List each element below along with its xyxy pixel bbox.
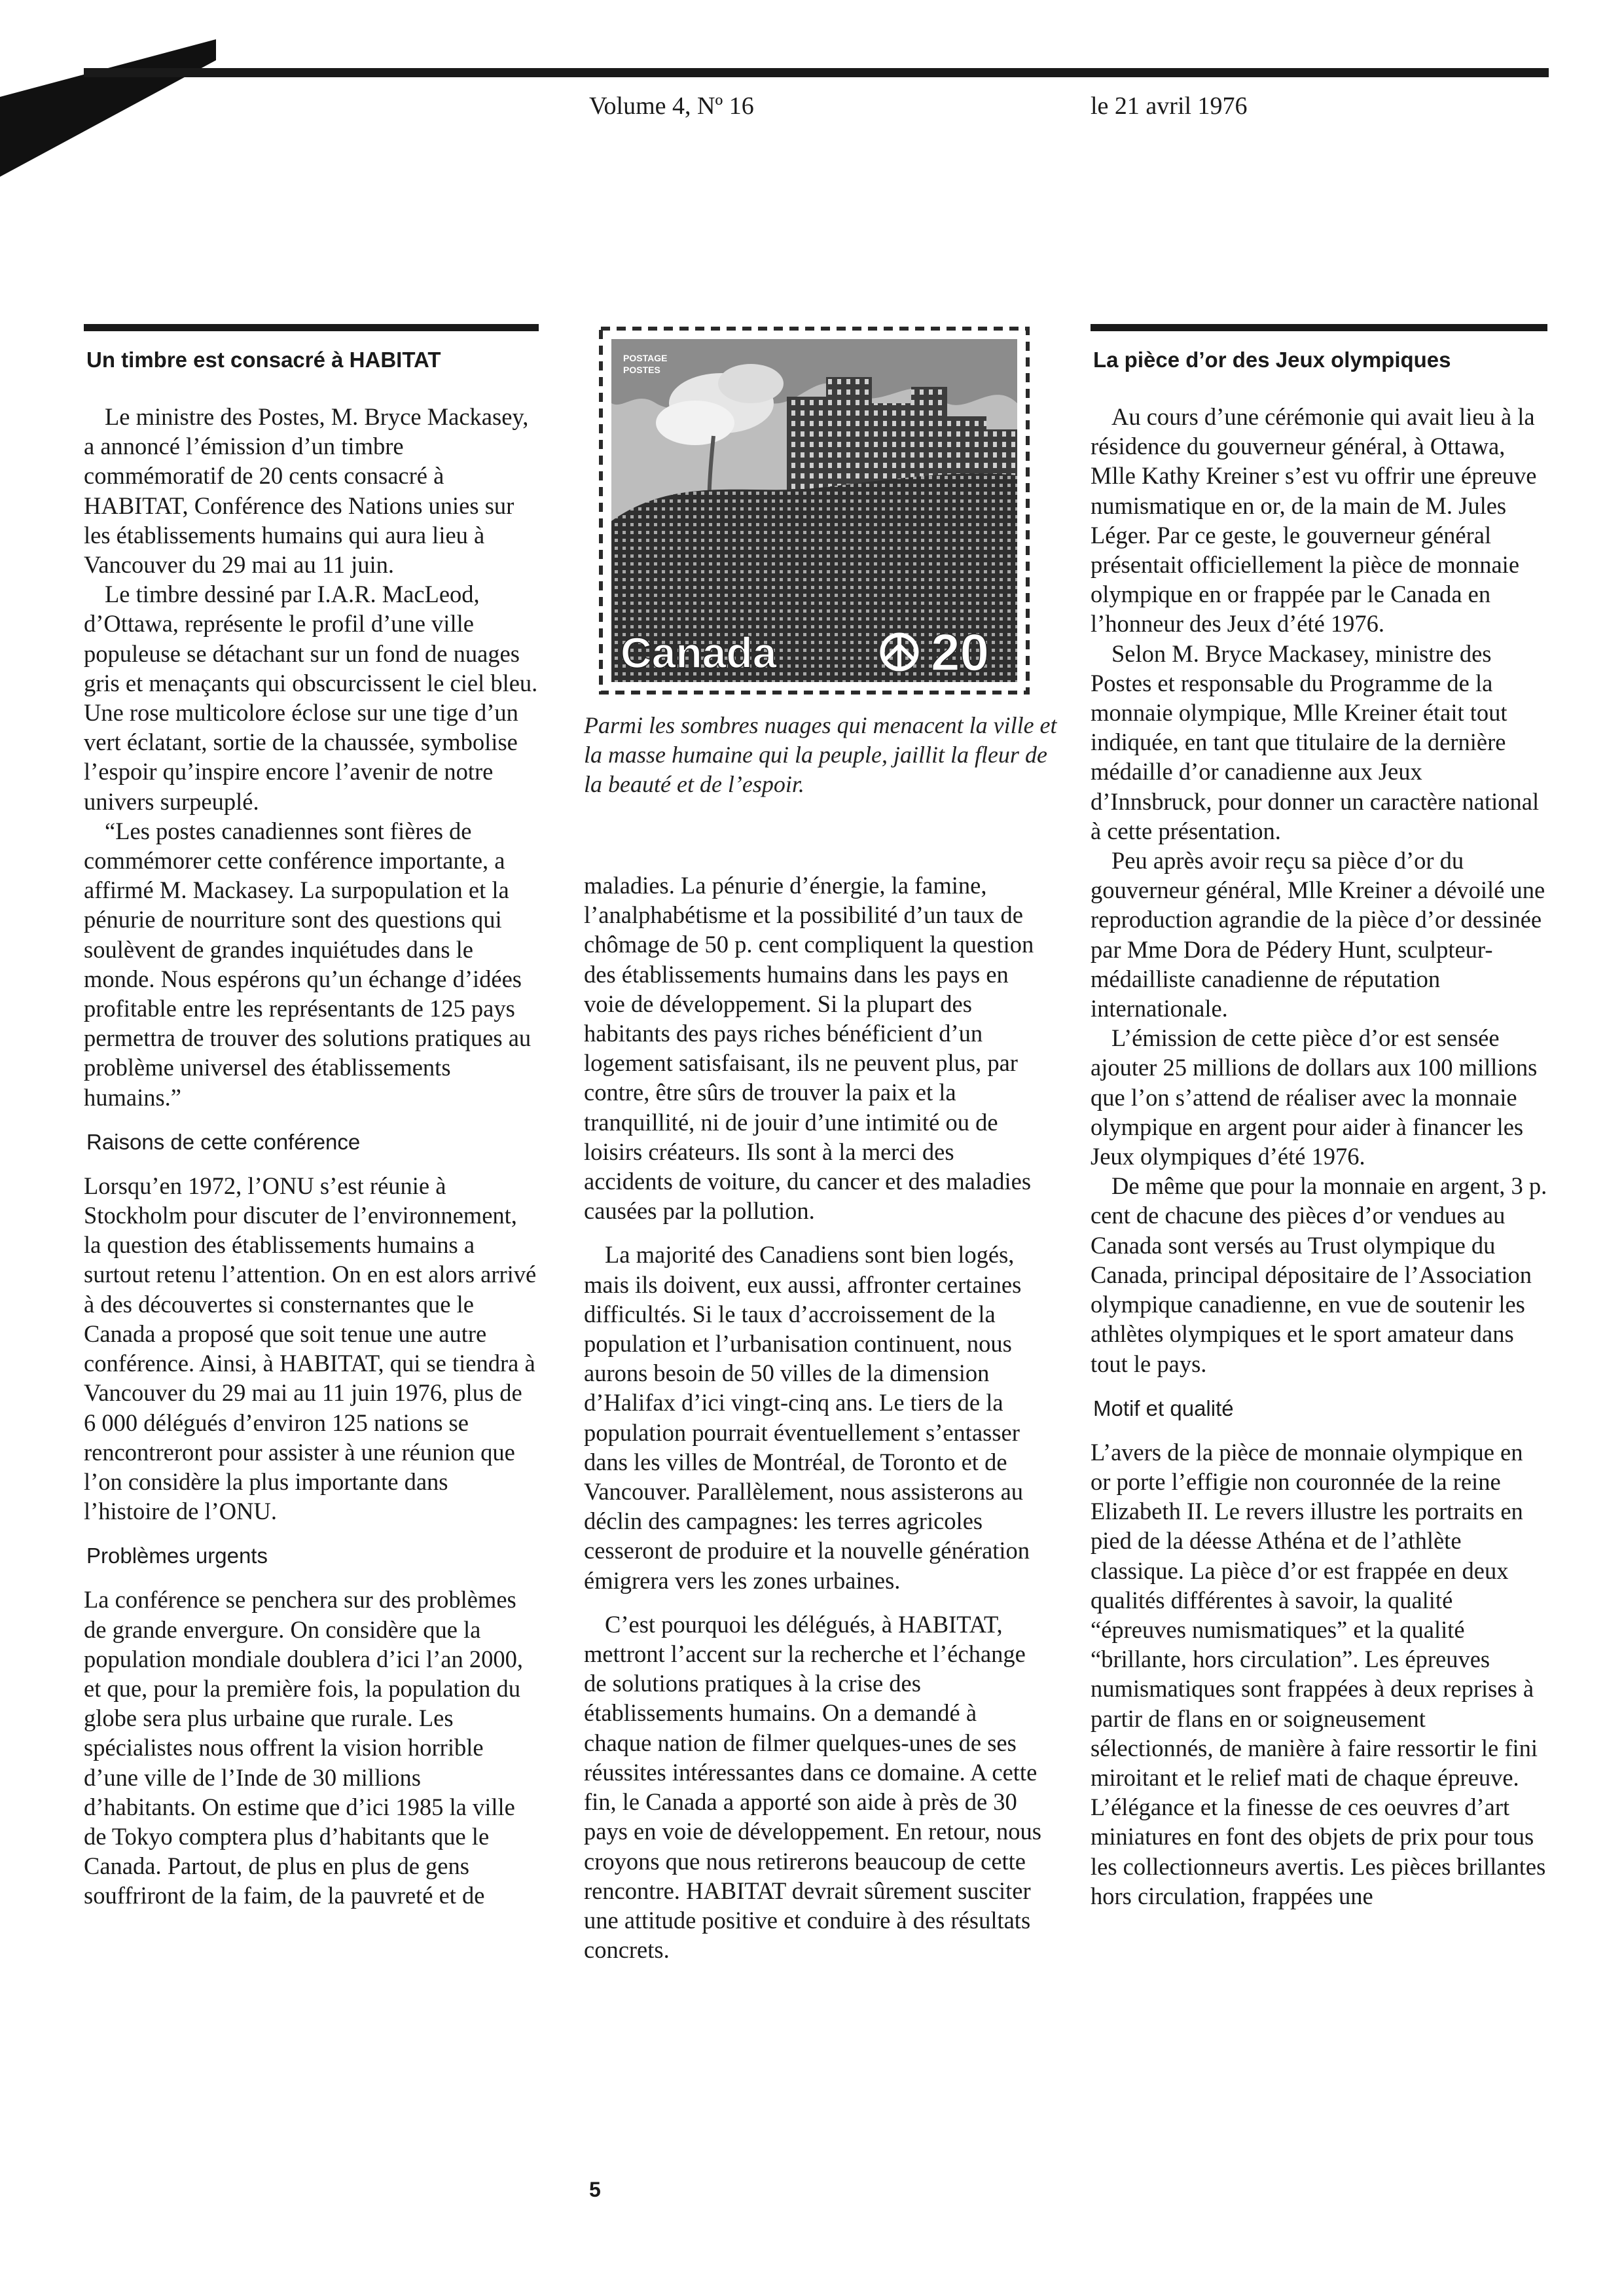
- subheading-problemes: Problèmes urgents: [86, 1543, 268, 1568]
- issue-date: le 21 avril 1976: [1091, 92, 1248, 120]
- paragraph: maladies. La pénurie d’énergie, la famine, l’analphabétisme et la possibilité d’un taux de chômage de 50 p. cent compliquent la question des établissements humains dans les pays en voie de développement. Si la plupart des habitants des pays riches bénéficient d’un logement satisfaisant, ils ne peuvent plus, par contre, être sûrs de trouver la paix et la tranquillité, ni de jouir d’une intimité ou de loisirs créateurs. Ils sont à la merci des accidents de voiture, du cancer et des maladies causées par la pollution.: [584, 872, 1034, 1225]
- column-rule: [84, 324, 539, 331]
- volume-number: Volume 4, Nº 16: [589, 92, 754, 120]
- paragraph: Le timbre dessiné par I.A.R. MacLeod, d’Ottawa, représente le profil d’une ville populeuse se détachant sur un fond de nuages gris et menaçants qui obscurcissent le ciel bleu. Une rose multicolore éclose sur une tige d’un vert éclatant, sortie de la chaussée, symbolise l’espoir qu’inspire encore l’avenir de notre univers surpeuplé.: [84, 581, 538, 815]
- stamp-caption: Parmi les sombres nuages qui menacent la ville et la masse humaine qui la peuple, jaillit la fleur de la beauté et de l’espoir.: [584, 712, 1057, 797]
- habitat-stamp-image: [597, 325, 1032, 696]
- paragraph: De même que pour la monnaie en argent, 3 p. cent de chacune des pièces d’or vendues au Canada sont versés au Trust olympique du Canada, principal dépositaire de l’Association olympique canadienne, en vue de soutenir les athlètes olympiques et le sport amateur dans tout le pays.: [1091, 1172, 1547, 1377]
- column-rule: [1091, 324, 1547, 331]
- article-heading-coin: La pièce d’or des Jeux olympiques: [1093, 348, 1451, 372]
- left-column: [84, 324, 539, 1911]
- paragraph: La majorité des Canadiens sont bien logés, mais ils doivent, eux aussi, affronter certaines difficultés. Si le taux d’accroissement de la population et l’urbanisation continuent, nous aurons besoin de 50 villes de la dimension d’Halifax d’ici vingt-cinq ans. Le tiers de la population pourrait éventuellement s’entasser dans les villes de Montréal, de Toronto et de Vancouver. Parallèlement, nous assisterons au déclin des campagnes: les terres agricoles cesseront de produire et la nouvelle génération émigrera vers les zones urbaines.: [584, 1241, 1030, 1594]
- paragraph: Le ministre des Postes, M. Bryce Mackasey, a annoncé l’émission d’un timbre commémoratif de 20 cents consacré à HABITAT, Conférence des Nations unies sur les établissements humains qui aura lieu à Vancouver du 29 mai au 11 juin.: [84, 403, 529, 579]
- header-rule: [84, 68, 1549, 77]
- subheading-raisons: Raisons de cette conférence: [86, 1129, 361, 1154]
- page-number: 5: [589, 2178, 601, 2201]
- paragraph: C’est pourquoi les délégués, à HABITAT, mettront l’accent sur la recherche et l’échange de solutions pratiques à la crise des établissements humains. On a demandé à chaque nation de filmer quelques-unes de ses réussites intéressantes dans ce domaine. A cette fin, le Canada a apporté son aide à près de 30 pays en voie de développement. En retour, nous croyons que nous retirerons beaucoup de cette rencontre. HABITAT devrait sûrement susciter une attitude positive et conduire à des résultats concrets.: [584, 1610, 1041, 1964]
- corner-fold-mark: [0, 0, 216, 177]
- paragraph: Selon M. Bryce Mackasey, ministre des Postes et responsable du Programme de la monnaie olympique, Mlle Kreiner était tout indiquée, en tant que titulaire de la dernière médaille d’or canadienne aux Jeux d’Innsbruck, pour donner un caractère national à cette présentation.: [1091, 640, 1540, 844]
- subheading-motif: Motif et qualité: [1093, 1396, 1234, 1420]
- paragraph: Peu après avoir reçu sa pièce d’or du gouverneur général, Mlle Kreiner a dévoilé une reproduction agrandie de la pièce d’or dessinée par Mme Dora de Pédery Hunt, sculpteur-médailliste canadienne de réputation internationale.: [1091, 847, 1545, 1022]
- article-heading-stamp: Un timbre est consacré à HABITAT: [86, 348, 441, 372]
- middle-column: [584, 871, 1042, 1964]
- paragraph: Lorsqu’en 1972, l’ONU s’est réunie à Stockholm pour discuter de l’environnement, la question des établissements humains a surtout retenu l’attention. On en est alors arrivé à des découvertes si consternantes que le Canada a proposé que soit tenue une autre conférence. Ainsi, à HABITAT, qui se tiendra à Vancouver du 29 mai au 11 juin 1976, plus de 6 000 délégués d’environ 125 nations se rencontreront pour assister à une réunion que l’on considère la plus importante dans l’histoire de l’ONU.: [84, 1172, 537, 1525]
- paragraph: L’avers de la pièce de monnaie olympique en or porte l’effigie non couronnée de la reine Elizabeth II. Le revers illustre les portraits en pied de la déesse Athéna et de l’athlète classique. La pièce d’or est frappée en deux qualités différentes à savoir, la qualité “épreuves numismatiques” et la qualité “brillante, hors circulation”. Les épreuves numismatiques sont frappées à deux reprises à partir de flans en or soigneusement sélectionnés, de manière à faire ressortir le fini miroitant et le relief mati de chaque épreuve. L’élégance et la finesse de ces oeuvres d’art miniatures en font des objets de prix pour tous les collectionneurs avertis. Les pièces brillantes hors circulation, frappées une: [1091, 1438, 1546, 1909]
- stamp-postage-label: POSTAGE: [623, 353, 668, 363]
- stamp-postes-label: POSTES: [623, 365, 660, 375]
- paragraph: “Les postes canadiennes sont fières de commémorer cette conférence importante, a affirmé M. Mackasey. La surpopulation et la pénurie de nourriture sont des questions qui soulèvent de grandes inquiétudes dans le monde. Nous espérons qu’un échange d’idées profitable entre les représentants de 125 pays permettra de trouver des solutions pratiques au problème universel des établissements humains.”: [84, 817, 532, 1111]
- paragraph: Au cours d’une cérémonie qui avait lieu à la résidence du gouverneur général, à Ottawa, Mlle Kathy Kreiner s’est vu offrir une épreuve numismatique en or, de la main de M. Jules Léger. Par ce geste, le gouverneur général présentait officiellement la pièce de monnaie olympique en or frappée par le Canada en l’honneur des Jeux d’été 1976.: [1091, 403, 1537, 638]
- stamp-country: Canada: [621, 628, 777, 677]
- paragraph: L’émission de cette pièce d’or est sensée ajouter 25 millions de dollars aux 100 millions que l’on s’attend de réaliser avec la monnaie olympique en argent pour aider à financer les Jeux olympiques d’été 1976.: [1091, 1024, 1538, 1170]
- paragraph: La conférence se penchera sur des problèmes de grande envergure. On considère que la population mondiale doublera d’ici l’an 2000, et que, pour la première fois, la population du globe sera plus urbaine que rurale. Les spécialistes nous offrent la vision horrible d’une ville de l’Inde de 30 millions d’habitants. On estime que d’ici 1985 la ville de Tokyo comptera plus d’habitants que le Canada. Partout, de plus en plus de gens souffriront de la faim, de la pauvreté et de: [84, 1586, 524, 1909]
- stamp-value: 20: [931, 623, 989, 681]
- right-column: [1091, 324, 1547, 1911]
